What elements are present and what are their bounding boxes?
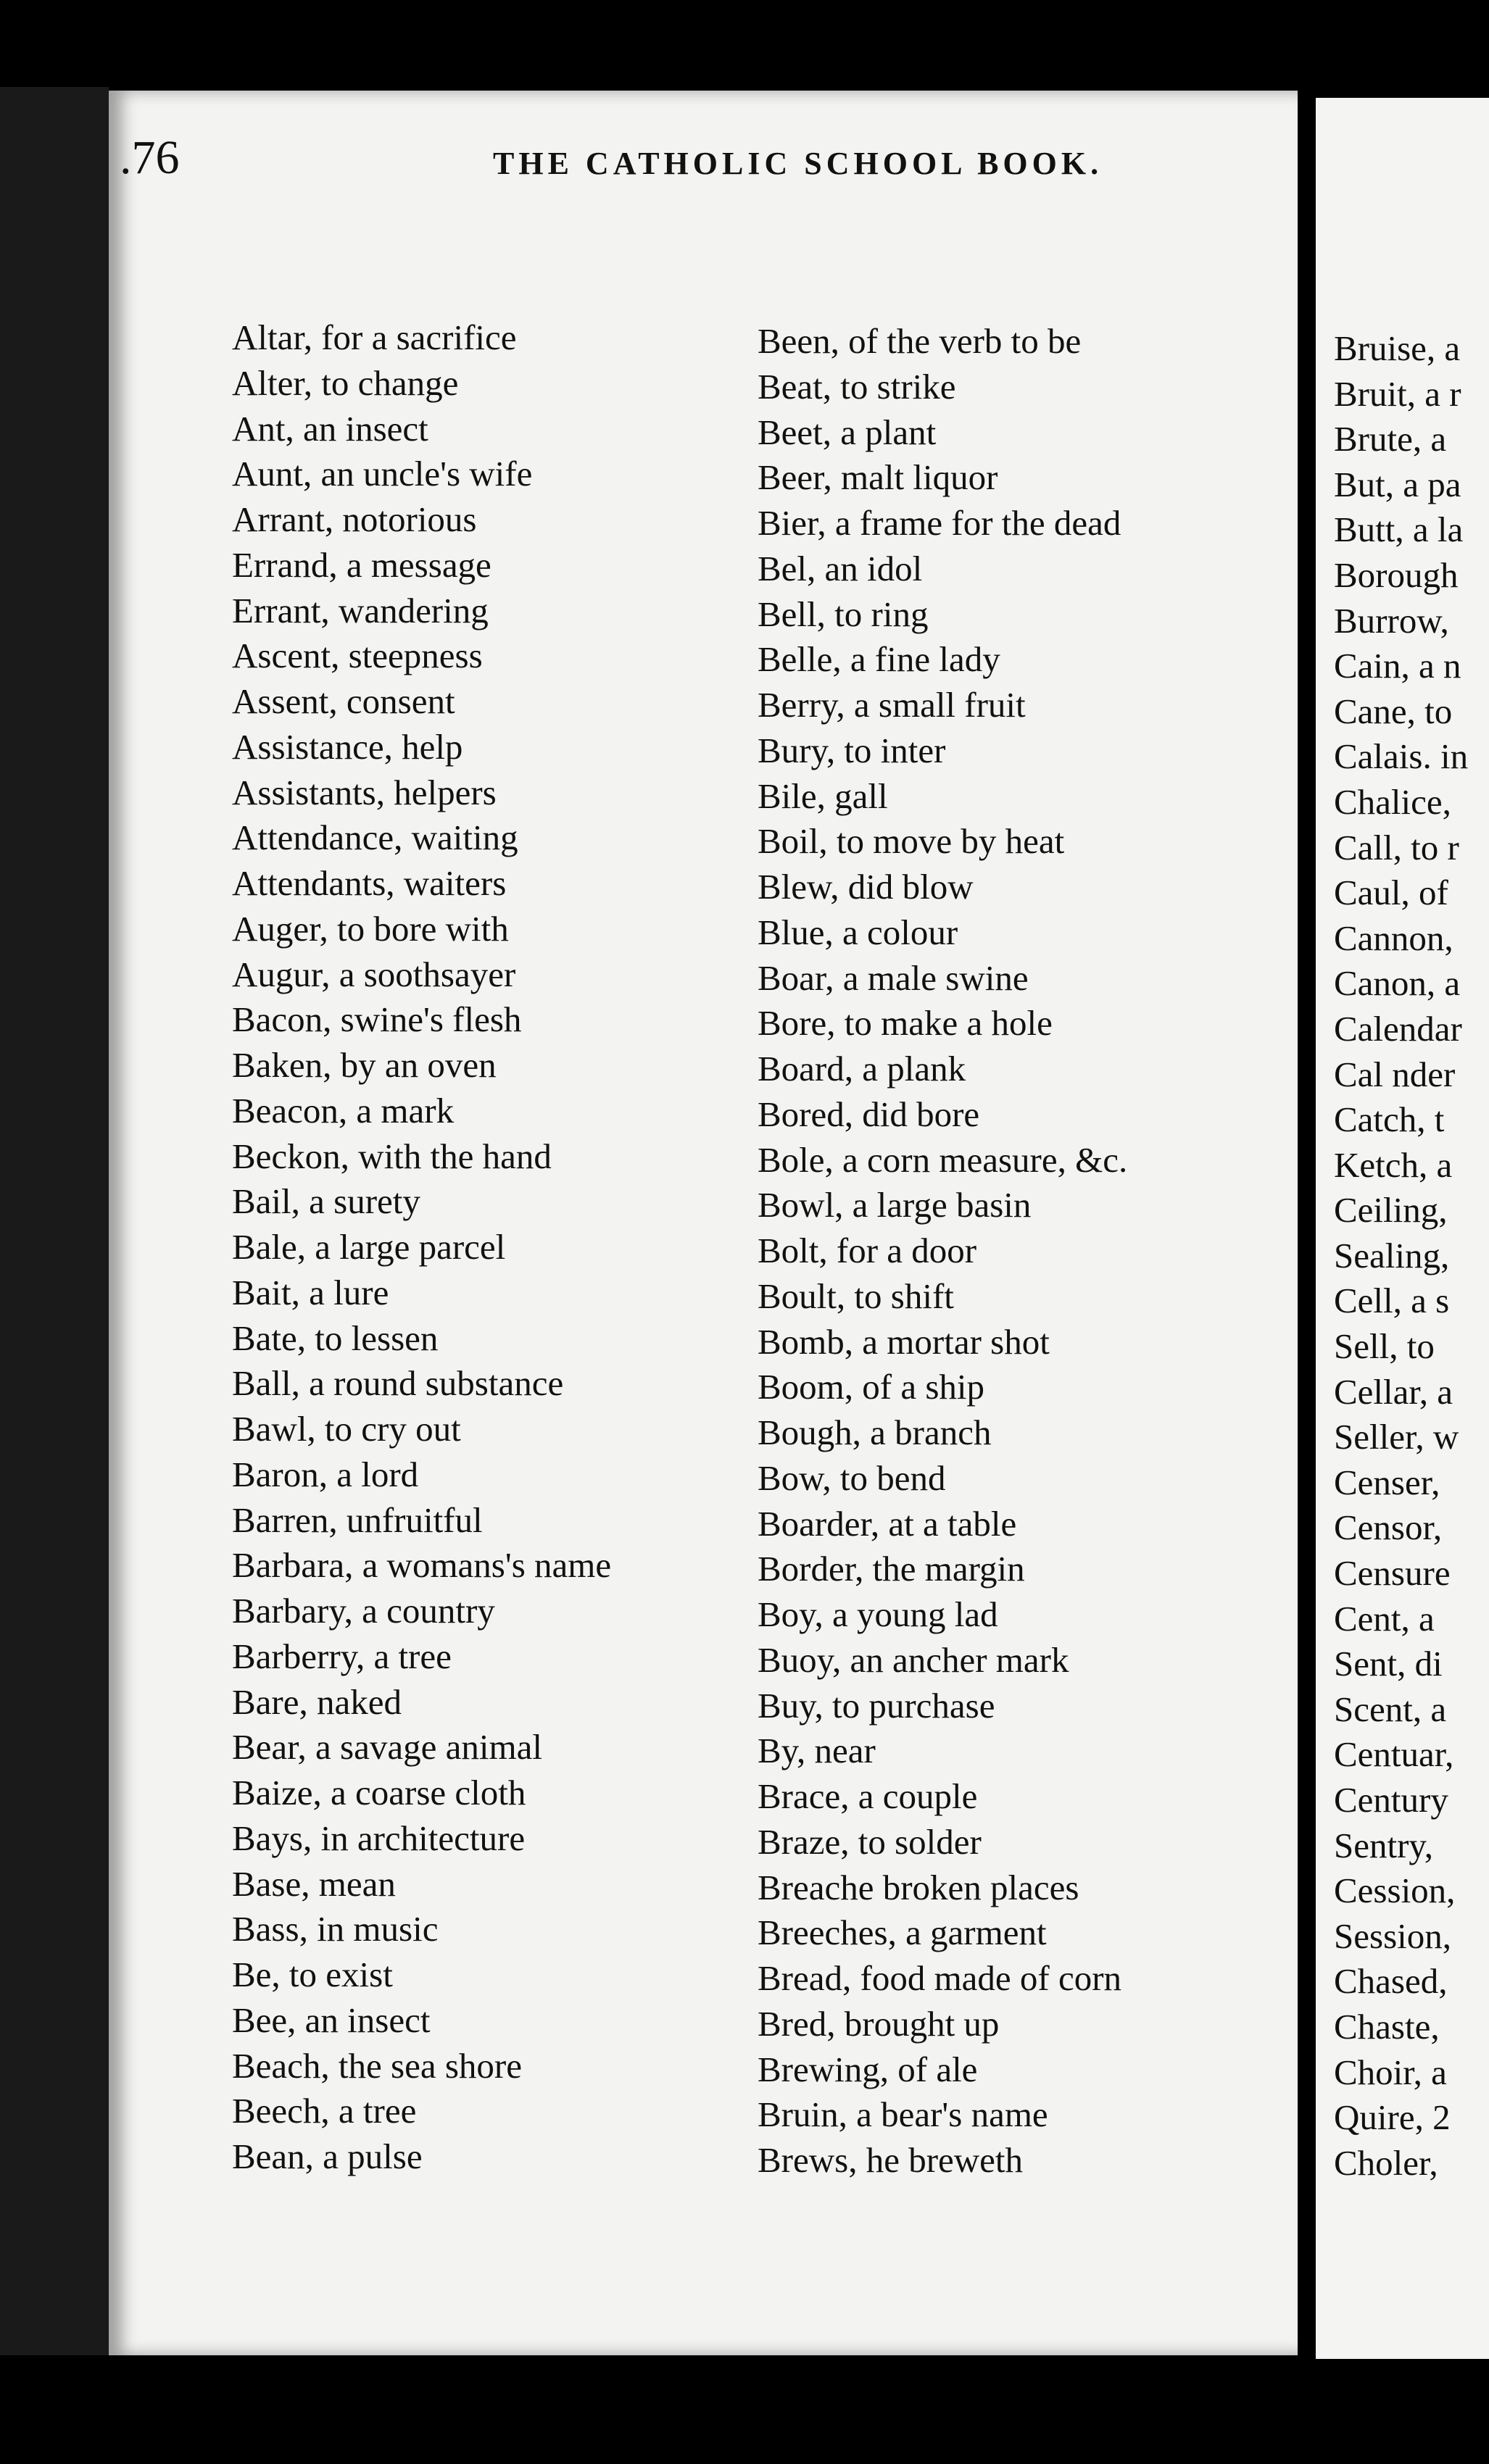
word-entry: Ball, a round substance: [232, 1363, 564, 1404]
word-entry: Assistance, help: [232, 726, 463, 767]
word-entry: Bear, a savage animal: [232, 1727, 542, 1768]
word-entry: Cannon,: [1334, 917, 1453, 958]
word-entry: Bowl, a large basin: [758, 1185, 1032, 1225]
word-entry: Bee, an insect: [232, 1999, 431, 2040]
word-entry: Quire, 2: [1334, 2097, 1451, 2138]
word-entry: But, a pa: [1334, 464, 1461, 504]
word-entry: Assistants, helpers: [232, 772, 497, 812]
page-number: .76: [120, 131, 180, 184]
word-entry: Bate, to lessen: [232, 1318, 439, 1358]
word-entry: Cent, a: [1334, 1598, 1435, 1639]
word-entry: Sell, to: [1334, 1326, 1435, 1367]
word-entry: Butt, a la: [1334, 509, 1464, 550]
word-entry: Buoy, an ancher mark: [758, 1639, 1069, 1680]
word-entry: Calais. in: [1334, 736, 1469, 777]
word-entry: Boarder, at a table: [758, 1503, 1017, 1544]
word-entry: Baize, a coarse cloth: [232, 1773, 526, 1812]
word-entry: Beacon, a mark: [232, 1090, 455, 1131]
left-page: [109, 91, 1298, 2355]
word-entry: Beckon, with the hand: [232, 1136, 552, 1176]
word-entry: Brews, he breweth: [758, 2140, 1024, 2180]
word-entry: Errand, a message: [232, 544, 492, 585]
word-entry: Bread, food made of corn: [758, 1958, 1122, 1998]
word-entry: Caul, of: [1334, 873, 1448, 913]
word-entry: Censor,: [1334, 1507, 1443, 1548]
word-entry: Bacon, swine's flesh: [232, 999, 522, 1040]
word-entry: Censer,: [1334, 1462, 1440, 1502]
word-entry: Beer, malt liquor: [758, 457, 998, 498]
left-word-column: [232, 315, 826, 2180]
word-entry: Baron, a lord: [232, 1454, 419, 1494]
word-entry: Bare, naked: [232, 1681, 402, 1722]
word-entry: Buy, to purchase: [758, 1685, 995, 1726]
word-entry: Breache broken places: [758, 1867, 1079, 1907]
word-entry: Seller, w: [1334, 1417, 1459, 1457]
word-entry: Beet, a plant: [758, 412, 937, 452]
facing-page-word-column: [1334, 326, 1489, 2186]
word-entry: Blew, did blow: [758, 867, 974, 907]
word-entry: Cal nder: [1334, 1054, 1456, 1094]
word-entry: Bored, did bore: [758, 1094, 980, 1134]
word-entry: Boy, a young lad: [758, 1594, 998, 1634]
word-entry: Boom, of a ship: [758, 1367, 985, 1407]
word-entry: Baken, by an oven: [232, 1045, 497, 1085]
word-entry: Ant, an insect: [232, 408, 428, 449]
word-entry: Cell, a s: [1334, 1281, 1450, 1321]
word-entry: Ketch, a: [1334, 1144, 1453, 1185]
word-entry: Ceiling,: [1334, 1190, 1448, 1231]
word-entry: Choir, a: [1334, 2052, 1447, 2092]
word-entry: Bomb, a mortar shot: [758, 1321, 1050, 1362]
word-entry: Bays, in architecture: [232, 1818, 526, 1858]
word-entry: Breeches, a garment: [758, 1912, 1047, 1953]
word-entry: Catch, t: [1334, 1099, 1445, 1140]
word-entry: Border, the margin: [758, 1549, 1025, 1589]
facing-page-edge: [1316, 98, 1489, 2359]
word-entry: Brewing, of ale: [758, 2049, 978, 2089]
word-entry: Barbary, a country: [232, 1591, 495, 1631]
word-entry: Beech, a tree: [232, 2091, 417, 2131]
word-entry: Beach, the sea shore: [232, 2045, 522, 2086]
word-entry: Boil, to move by heat: [758, 821, 1065, 862]
word-entry: Assent, consent: [232, 681, 455, 721]
word-entry: Boult, to shift: [758, 1275, 954, 1316]
word-entry: Barberry, a tree: [232, 1636, 452, 1676]
word-entry: Bough, a branch: [758, 1412, 992, 1452]
word-entry: Be, to exist: [232, 1955, 393, 1994]
word-entry: Bow, to bend: [758, 1457, 946, 1498]
word-entry: Base, mean: [232, 1863, 396, 1904]
word-entry: Barren, unfruitful: [232, 1499, 483, 1540]
word-entry: Arrant, notorious: [232, 499, 477, 539]
word-entry: Bole, a corn measure, &c.: [758, 1139, 1128, 1180]
word-entry: Choler,: [1334, 2142, 1438, 2183]
word-entry: Borough: [1334, 554, 1459, 595]
word-entry: Scent, a: [1334, 1689, 1447, 1729]
word-entry: Alter, to change: [232, 362, 459, 403]
word-entry: By, near: [758, 1731, 876, 1771]
word-entry: Canon, a: [1334, 963, 1461, 1004]
right-word-column: [758, 319, 1395, 2184]
word-entry: Calendar: [1334, 1008, 1462, 1049]
word-entry: Auger, to bore with: [232, 908, 509, 949]
word-entry: Call, to r: [1334, 827, 1459, 867]
word-entry: Bait, a lure: [232, 1272, 389, 1312]
word-entry: Attendance, waiting: [232, 817, 518, 858]
word-entry: Braze, to solder: [758, 1821, 982, 1862]
word-entry: Bier, a frame for the dead: [758, 503, 1121, 543]
word-entry: Cane, to: [1334, 691, 1453, 731]
word-entry: Augur, a soothsayer: [232, 954, 516, 994]
word-entry: Brace, a couple: [758, 1776, 978, 1816]
word-entry: Chaste,: [1334, 2006, 1440, 2047]
word-entry: Attendants, waiters: [232, 863, 507, 903]
book-spine: [0, 87, 109, 2355]
word-entry: Ascent, steepness: [232, 636, 483, 676]
word-entry: Belle, a fine lady: [758, 639, 1000, 680]
running-head: THE CATHOLIC SCHOOL BOOK.: [493, 146, 1103, 181]
word-entry: Brute, a: [1334, 419, 1447, 459]
word-entry: Century: [1334, 1780, 1448, 1820]
word-entry: Chalice,: [1334, 781, 1451, 822]
word-entry: Bruin, a bear's name: [758, 2094, 1048, 2135]
word-entry: Burrow,: [1334, 600, 1449, 641]
word-entry: Bore, to make a hole: [758, 1003, 1053, 1044]
word-entry: Sent, di: [1334, 1644, 1443, 1684]
word-entry: Barbara, a womans's name: [232, 1545, 612, 1586]
word-entry: Blue, a colour: [758, 912, 958, 952]
word-entry: Bile, gall: [758, 775, 888, 816]
word-entry: Bred, brought up: [758, 2003, 1000, 2044]
word-entry: Bruise, a: [1334, 328, 1461, 368]
word-entry: Altar, for a sacrifice: [232, 317, 517, 357]
word-entry: Bel, an idol: [758, 548, 923, 588]
word-entry: Bolt, for a door: [758, 1231, 977, 1270]
word-entry: Cession,: [1334, 1870, 1456, 1911]
word-entry: Bass, in music: [232, 1909, 439, 1949]
word-entry: Bury, to inter: [758, 730, 946, 770]
word-entry: Board, a plank: [758, 1049, 966, 1089]
word-entry: Beat, to strike: [758, 366, 956, 407]
word-entry: Bruit, a r: [1334, 373, 1461, 414]
word-entry: Bean, a pulse: [232, 2136, 423, 2176]
word-entry: Session,: [1334, 1915, 1452, 1956]
word-entry: Boar, a male swine: [758, 957, 1029, 998]
word-entry: Chased,: [1334, 1961, 1448, 2002]
word-entry: Cellar, a: [1334, 1371, 1453, 1412]
word-entry: Bawl, to cry out: [232, 1409, 461, 1449]
word-entry: Sealing,: [1334, 1235, 1450, 1275]
word-entry: Cain, a n: [1334, 646, 1461, 686]
word-entry: Aunt, an uncle's wife: [232, 454, 533, 494]
word-entry: Berry, a small fruit: [758, 685, 1026, 725]
word-entry: Centuar,: [1334, 1734, 1454, 1775]
word-entry: Bale, a large parcel: [232, 1227, 506, 1267]
word-entry: Errant, wandering: [232, 590, 489, 630]
word-entry: Bail, a surety: [232, 1181, 420, 1222]
word-entry: Bell, to ring: [758, 594, 929, 634]
word-entry: Censure: [1334, 1553, 1451, 1594]
word-entry: Sentry,: [1334, 1825, 1433, 1865]
word-entry: Been, of the verb to be: [758, 321, 1082, 361]
